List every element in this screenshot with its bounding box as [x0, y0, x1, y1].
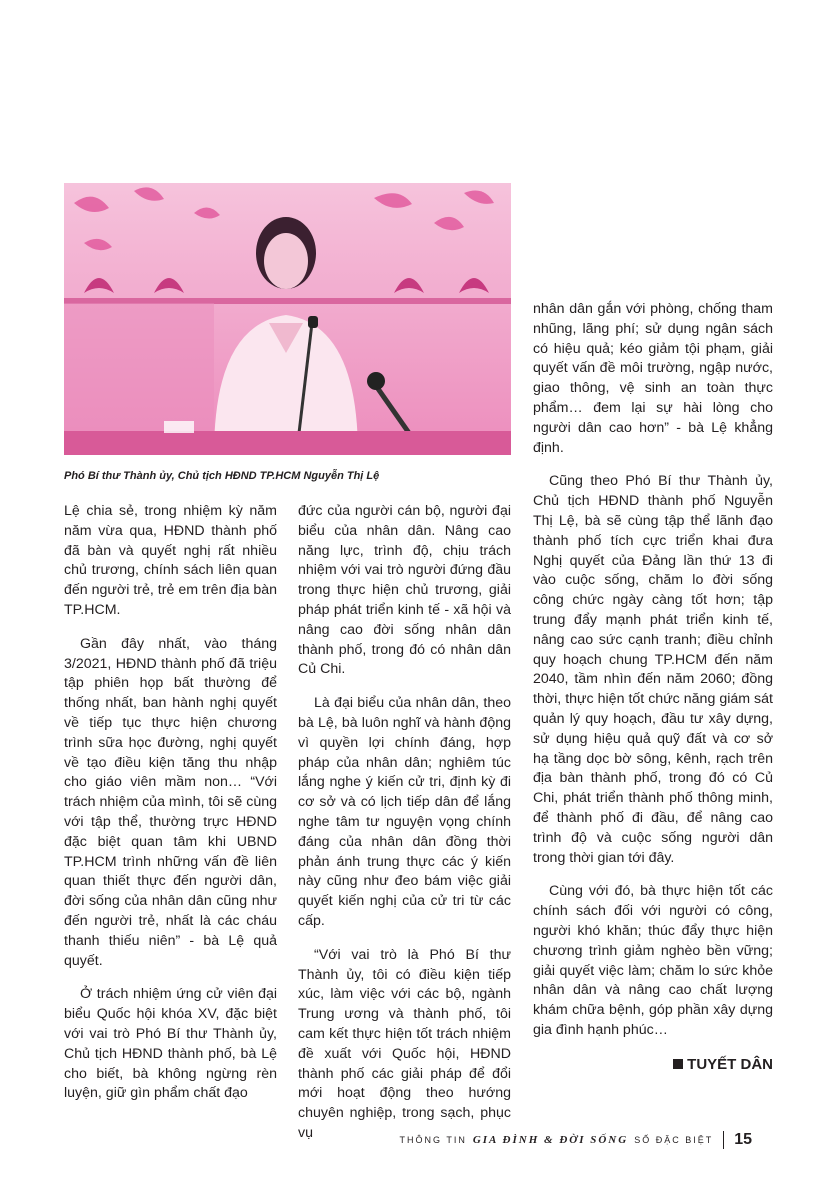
- author-name: TUYẾT DÂN: [687, 1055, 773, 1073]
- paragraph: Ở trách nhiệm ứng cử viên đại biểu Quốc hội khóa XV, đặc biệt với vai trò Phó Bí thư Thành ủy, Chủ tịch HĐND thành phố, bà Lệ cho biết, bà không ngừng rèn luyện, giữ gìn phẩm chất đạo: [64, 986, 277, 1102]
- paragraph: “Với vai trò là Phó Bí thư Thành ủy, tôi có điều kiện tiếp xúc, làm việc với các bộ, ngành Trung ương và thành phố, tôi cam kết thực hiện tốt trách nhiệm đề xuất với Quốc hội, HĐND thành phố các giải pháp để đổi mới hoạt động theo hướng chuyên nghiệp, trong sạch, phục vụ: [298, 946, 511, 1141]
- author-byline: [533, 1055, 773, 1075]
- paragraph: Lệ chia sẻ, trong nhiệm kỳ năm năm vừa qua, HĐND thành phố đã bàn và quyết nghị rất nhiều chủ trương, chính sách liên quan đến người trẻ, trẻ em trên địa bàn TP.HCM.: [64, 503, 277, 618]
- photo-caption: Phó Bí thư Thành ủy, Chủ tịch HĐND TP.HCM Nguyễn Thị Lệ: [64, 470, 380, 482]
- page-number: 15: [734, 1131, 752, 1148]
- magazine-name: GIA ĐÌNH & ĐỜI SỐNG: [472, 1134, 629, 1146]
- footer-divider: [723, 1131, 724, 1149]
- paragraph: Cùng với đó, bà thực hiện tốt các chính sách đối với người có công, người khó khăn; thúc đẩy thực hiện chương trình giảm nghèo bền vững; giải quyết việc làm; chăm lo sức khỏe nhân dân và nâng cao chất lượng khám chữa bệnh, góp phần xây dựng gia đình hạnh phúc…: [533, 883, 773, 1038]
- paragraph: Là đại biểu của nhân dân, theo bà Lệ, bà luôn nghĩ và hành động vì quyền lợi chính đáng, hợp pháp của nhân dân; nghiêm túc lắng nghe ý kiến cử tri, định kỳ đi cơ sở và có lịch tiếp dân để lắng nghe tâm tư nguyện vọng chính đáng của nhân dân đồng thời phản ánh trung thực các ý kiến này cũng như đeo bám việc giải quyết kiến nghị của cử tri từ các cấp.: [298, 695, 511, 929]
- article-column-2: [298, 502, 511, 1158]
- article-photo: [64, 183, 511, 455]
- paragraph: Gần đây nhất, vào tháng 3/2021, HĐND thành phố đã triệu tập phiên họp bất thường để thống nhất, ban hành nghị quyết về tiếp tục thực hiện chương trình sữa học đường, nghị quyết về tạo điều kiện tăng thu nhập cho giáo viên mầm non… “Với trách nhiệm của mình, tôi sẽ cùng với tập thể, thường trực HĐND đặc biệt quan tâm khi UBND TP.HCM trình những vấn đề liên quan thiết thực đến người dân, đời sống của nhân dân cũng như đến người trẻ, nhất là các cháu thanh thiếu niên” - bà Lệ quả quyết.: [64, 635, 277, 969]
- article-column-1: [64, 502, 277, 1118]
- paragraph: nhân dân gắn với phòng, chống tham nhũng, lãng phí; sử dụng ngân sách có hiệu quả; kéo giảm tội phạm, giải quyết vấn đề môi trường, ngập nước, giao thông, vệ sinh an toàn thực phẩm… đem lại sự hài lòng cho người dân cao hơn” - bà Lệ khẳng định.: [533, 301, 773, 456]
- page-footer: [399, 1130, 752, 1150]
- paragraph: Cũng theo Phó Bí thư Thành ủy, Chủ tịch HĐND thành phố Nguyễn Thị Lệ, bà sẽ cùng tập thể lãnh đạo thành phố tích cực triển khai đưa Nghị quyết của Đảng lần thứ 13 đi vào cuộc sống, chăm lo đời sống công chức ngày càng tốt hơn; tập trung đẩy mạnh phát triển kinh tế, nâng cao sức cạnh tranh; điều chỉnh quy hoạch chung TP.HCM đến năm 2040, tầm nhìn đến năm 2060; đồng thời, thực hiện tốt chức năng giám sát quản lý quy hoạch, đầu tư xây dựng, sử dụng hiệu quả quỹ đất và cơ sở hạ tầng dọc bờ sông, kênh, rạch trên địa bàn thành phố, trong đó có Củ Chi, phát triển thành phố thông minh, để thành phố đi đầu, để nâng cao trình độ và cuộc sống người dân trong thời gian tới đây.: [533, 473, 773, 866]
- issue-label: SỐ ĐẶC BIỆT: [634, 1135, 714, 1145]
- square-bullet-icon: [673, 1059, 683, 1069]
- footer-label: THÔNG TIN: [399, 1135, 467, 1145]
- article-column-3: [533, 300, 773, 1074]
- paragraph: đức của người cán bộ, người đại biểu của nhân dân. Nâng cao năng lực, trình độ, chịu trách nhiệm với vai trò người đứng đầu trong thực hiện chủ trương, giải pháp phát triển kinh tế - xã hội và nâng cao đời sống nhân dân thành phố, trong đó có nhân dân Củ Chi.: [298, 503, 511, 678]
- photo-illustration: [64, 183, 511, 455]
